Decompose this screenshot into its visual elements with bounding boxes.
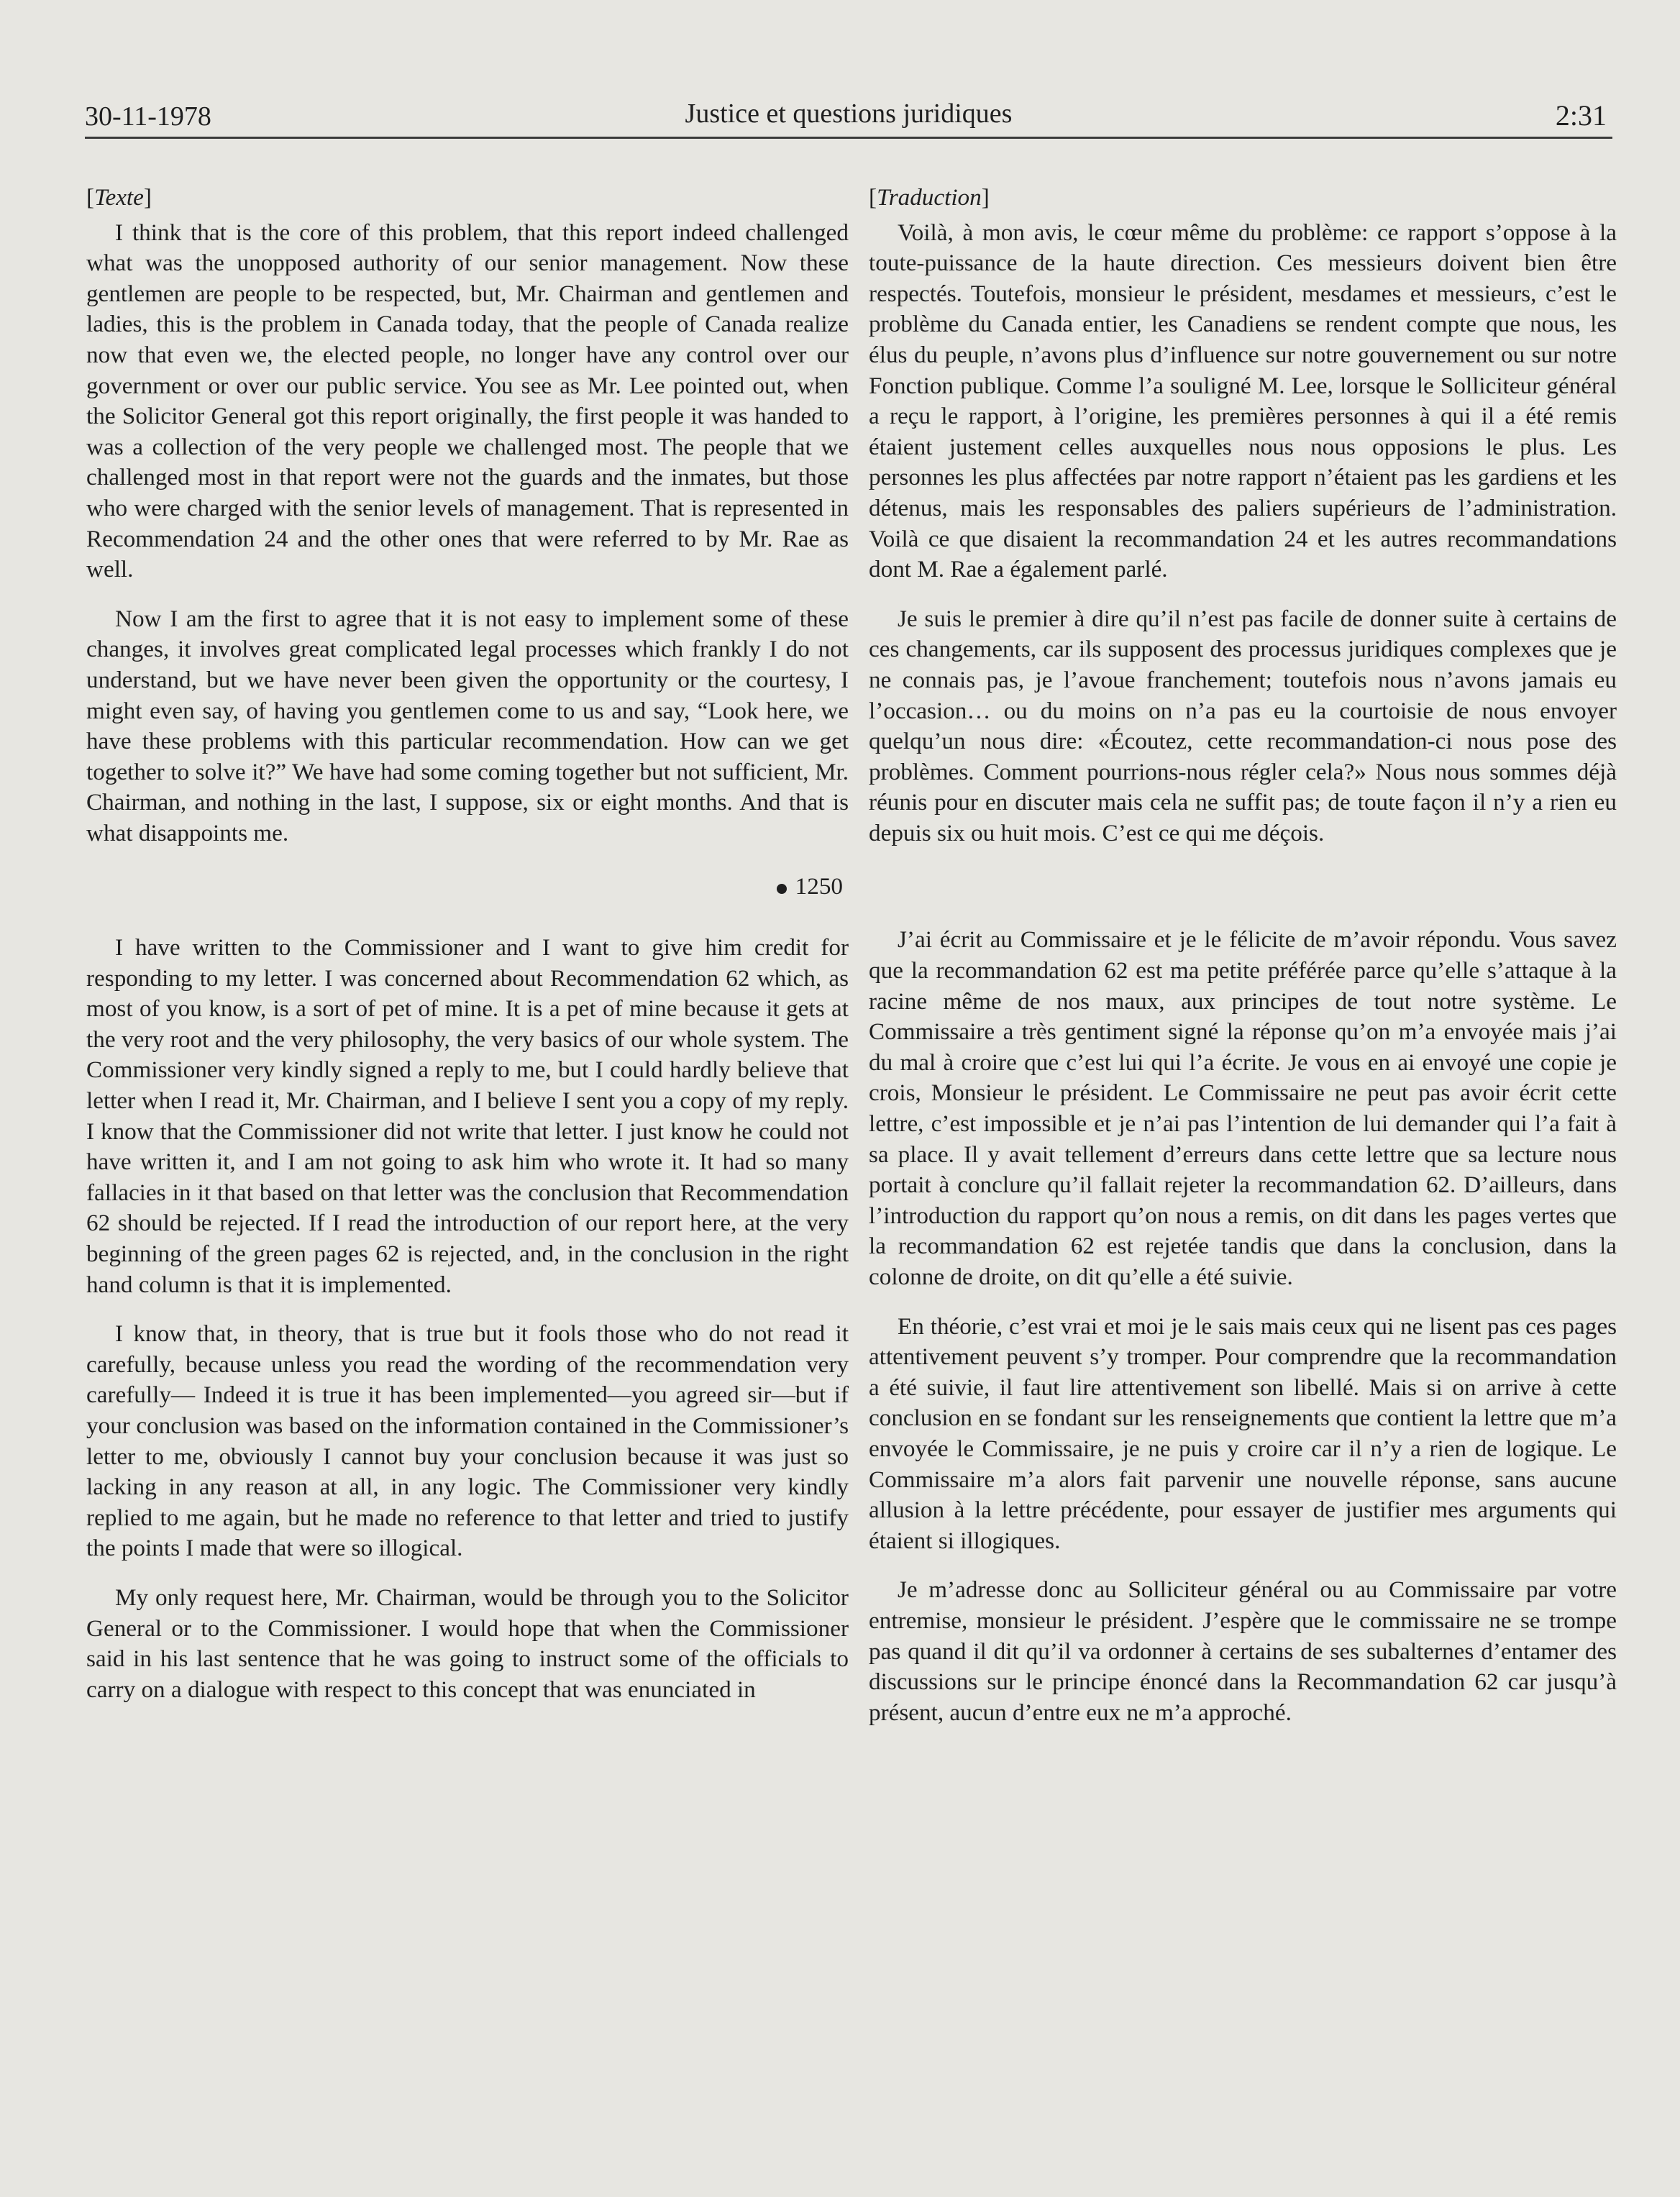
right-column-tag: [Traduction]: [869, 184, 990, 211]
right-paragraph-3: J’ai écrit au Commissaire et je le félicite de m’avoir répondu. Vous savez que la recommandation 62 est ma petite préférée parce qu’elle s’attaque à la racine même de nos maux, aux principes de tout notre système. Le Commissaire a très gentiment signé la réponse qu’on m’a envoyée mais j’ai du mal à croire que c’est lui qui l’a écrite. Je vous en ai envoyé une copie je crois, Monsieur le président. Le Commissaire ne peut pas avoir écrit cette lettre, c’est impossible et je n’ai pas l’intention de lui demander qui l’a fait à sa place. Il y avait tellement d’erreurs dans cette lettre que sa lecture nous portait à conclure qu’il fallait rejeter la recommandation 62. D’ailleurs, dans l’introduction du rapport qu’on nous a remis, on dit dans les pages vertes que la recommandation 62 est rejetée tandis que dans la conclusion, dans la colonne de droite, on dit qu’elle a été suivie.: [869, 926, 1617, 1290]
page-number: 2:31: [1555, 99, 1607, 132]
left-column-tag: [Texte]: [86, 184, 152, 211]
left-paragraph-3: I have written to the Commissioner and I want to give him credit for responding to my letter. I was concerned about Recommendation 62 which, as most of you know, is a sort of pet of mine. It is a pet of mine because it gets at the very root and the very philosophy, the very basics of our whole system. The Commissioner very kindly signed a reply to me, but I could hardly believe that letter when I read it, Mr. Chairman, and I believe I sent you a copy of my reply. I know that the Commissioner did not write that letter. I just know he could not have written it, and I am not going to ask him who wrote it. It had so many fallacies in it that based on that letter was the conclusion that Recommendation 62 should be rejected. If I read the introduction of our report here, at the very beginning of the green pages 62 is rejected, and, in the conclusion in the right hand column is that it is implemented.: [86, 934, 849, 1298]
left-paragraph-4: I know that, in theory, that is true but it fools those who do not read it carefully, because unless you read the wording of the recommendation very carefully— Indeed it is true it has been implemented—you agreed sir—but if your conclusion was based on the information contained in the Commissioner’s letter to me, obviously I cannot buy your conclusion because it was just so lacking in any reason at all, in any logic. The Commissioner very kindly replied to me again, but he made no reference to that letter and tried to justify the points I made that were so illogical.: [86, 1320, 849, 1562]
right-paragraph-4: En théorie, c’est vrai et moi je le sais mais ceux qui ne lisent pas ces pages attentivement peuvent s’y tromper. Pour comprendre que la recommandation a été suivie, il faut lire attentivement son libellé. Mais si on arrive à cette conclusion en se fondant sur les renseignements que contient la lettre que m’a envoyée le Commissaire, je ne puis y croire car il n’y a rien de logique. Le Commissaire m’a alors fait parvenir une nouvelle réponse, sans aucune allusion à la lettre précédente, pour essayer de justifier mes arguments qui étaient si illogiques.: [869, 1312, 1617, 1554]
left-paragraph-2: Now I am the first to agree that it is not easy to implement some of these changes, it involves great complicated legal processes which frankly I do not understand, but we have never been given the opportunity or the courtesy, I might even say, of having you gentlemen come to us and say, “Look here, we have these problems with this particular recommendation. How can we get together to solve it?” We have had some coming together but not sufficient, Mr. Chairman, and nothing in the last, I suppose, six or eight months. And that is what disappoints me.: [86, 605, 849, 846]
page-header: [85, 92, 1612, 139]
time-marker: 1250: [86, 872, 843, 903]
header-date: 30-11-1978: [85, 101, 211, 132]
left-column-english: [86, 183, 849, 1724]
column-spacer: [869, 867, 1617, 925]
right-paragraph-2: Je suis le premier à dire qu’il n’est pas facile de donner suite à certains de ces changements, car ils supposent des processus juridiques complexes que je ne connais pas, je l’avoue franchement; toutefois nous n’avons jamais eu l’occasion… ou du moins on n’a pas eu la courtoisie de nous envoyer quelqu’un nous dire: «Écoutez, cette recommandation-ci nous pose des problèmes. Comment pourrions-nous régler cela?» Nous nous sommes déjà réunis pour en discuter mais cela ne suffit pas; de toute façon il n’y a rien eu depuis six ou huit mois. C’est ce qui me déçois.: [869, 605, 1617, 846]
left-paragraph-5: My only request here, Mr. Chairman, would be through you to the Solicitor General or to the Commissioner. I would hope that when the Commissioner said in his last sentence that he was going to instruct some of the officials to carry on a dialogue with respect to this concept that was enunciated in: [86, 1584, 849, 1703]
left-paragraph-1: I think that is the core of this problem, that this report indeed challenged what was the unopposed authority of our senior management. Now these gentlemen are people to be respected, but, Mr. Chairman and gentlemen and ladies, this is the problem in Canada today, that the people of Canada realize now that even we, the elected people, no longer have any control over our government or over our public service. You see as Mr. Lee pointed out, when the Solicitor General got this report originally, the first people it was handed to was a collection of the very people we challenged most. The people that we challenged most in that report were not the guards and the inmates, but those who were charged with the senior levels of management. That is represented in Recommendation 24 and the other ones that were referred to by Mr. Rae as well.: [86, 219, 849, 583]
header-title: Justice et questions juridiques: [685, 99, 1013, 129]
right-paragraph-5: Je m’adresse donc au Solliciteur général ou au Commissaire par votre entremise, monsieur le président. J’espère que le commissaire ne se trompe pas quand il dit qu’il va ordonner à certains de ses subalternes d’entamer des discussions sur le principe énoncé dans la Recommandation 62 car jusqu’à présent, aucun d’entre eux ne m’a approché.: [869, 1576, 1617, 1726]
bullet-icon: [777, 884, 787, 894]
right-column-french: [869, 183, 1617, 1747]
right-paragraph-1: Voilà, à mon avis, le cœur même du problème: ce rapport s’oppose à la toute-puissance de la haute direction. Ces messieurs doivent bien être respectés. Toutefois, monsieur le président, mesdames et messieurs, c’est le problème du Canada entier, les Canadiens se rendent compte que nous, les élus du peuple, n’avons plus d’influence sur notre gouvernement ou sur notre Fonction publique. Comme l’a souligné M. Lee, lorsque le Solliciteur général a reçu le rapport, à l’origine, les premières personnes à qui il a été remis étaient justement celles auxquelles nous nous opposions le plus. Les personnes les plus affectées par notre rapport n’étaient pas les gardiens et les détenus, mais les responsables des paliers supérieurs de l’administration. Voilà ce que disaient la recommandation 24 et les autres recommandations dont M. Rae a également parlé.: [869, 219, 1617, 583]
